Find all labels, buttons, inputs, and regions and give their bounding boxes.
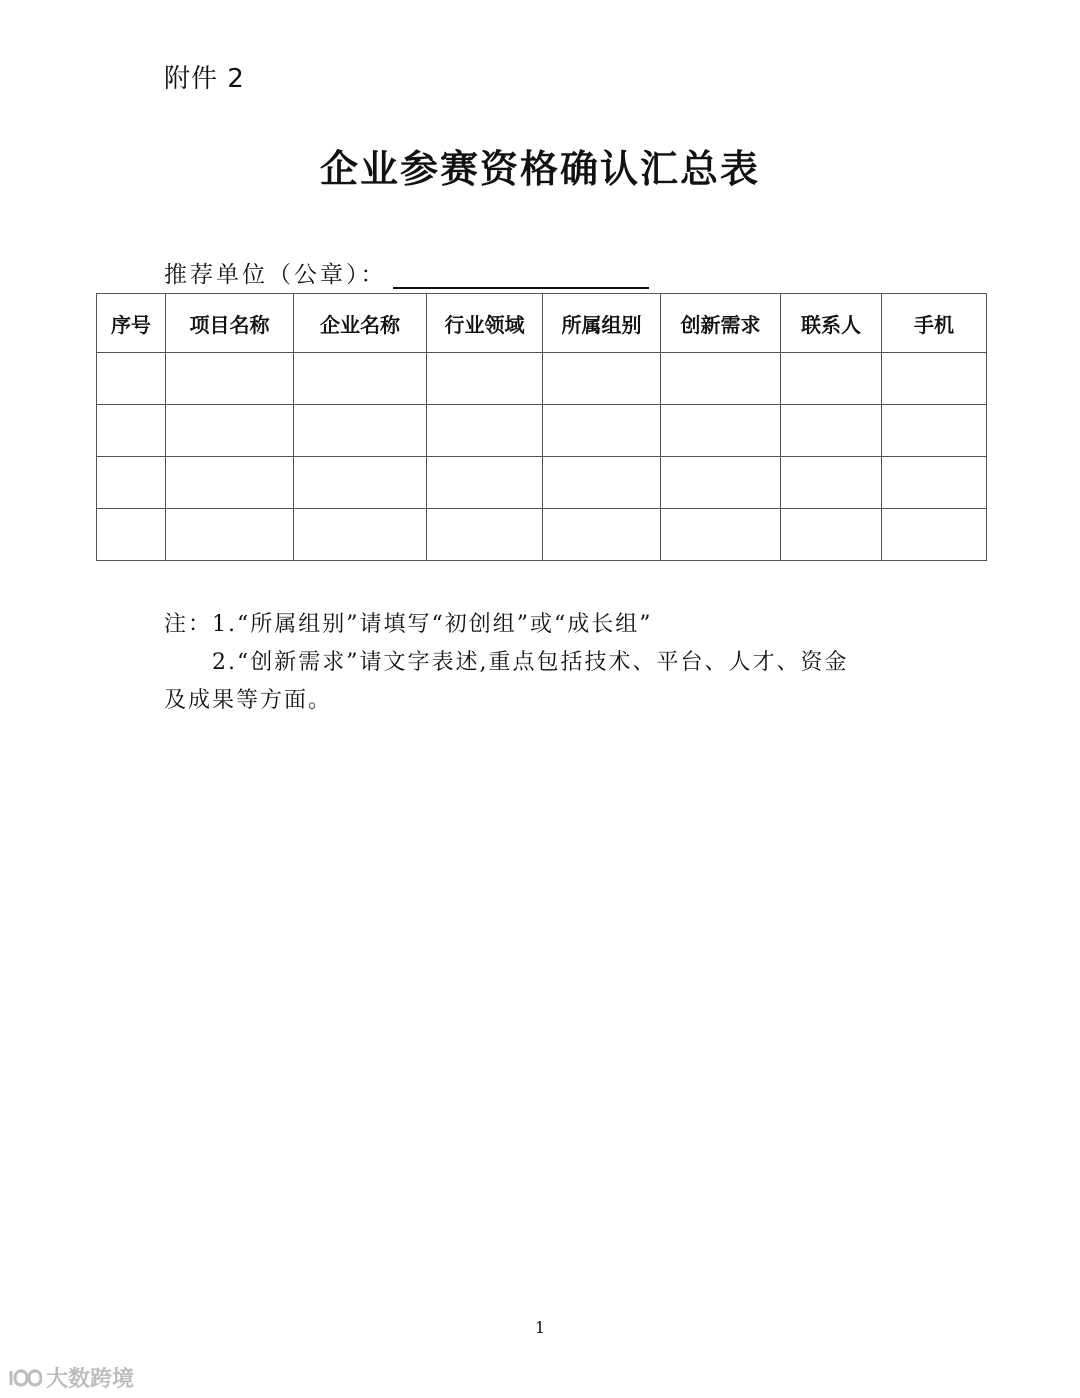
header-innovation-needs: 创新需求 bbox=[661, 294, 781, 353]
page-number: 1 bbox=[534, 1318, 546, 1337]
attachment-label: 附件 2 bbox=[164, 64, 245, 94]
summary-table bbox=[96, 293, 987, 561]
header-mobile: 手机 bbox=[882, 294, 987, 353]
page-title: 企业参赛资格确认汇总表 bbox=[319, 146, 760, 191]
table-cell bbox=[294, 405, 427, 457]
table-row bbox=[97, 405, 987, 457]
table-row bbox=[97, 509, 987, 561]
table-row bbox=[97, 353, 987, 405]
header-company-name: 企业名称 bbox=[294, 294, 427, 353]
table-cell bbox=[882, 405, 987, 457]
table-cell bbox=[97, 457, 166, 509]
table-cell bbox=[661, 353, 781, 405]
table-cell bbox=[427, 405, 543, 457]
table-row bbox=[97, 457, 987, 509]
table-cell bbox=[543, 509, 661, 561]
table-cell bbox=[661, 457, 781, 509]
table-cell bbox=[294, 353, 427, 405]
table-cell bbox=[294, 457, 427, 509]
table-cell bbox=[781, 457, 882, 509]
header-contact: 联系人 bbox=[781, 294, 882, 353]
table-cell bbox=[294, 509, 427, 561]
header-project-name: 项目名称 bbox=[166, 294, 294, 353]
note-line-1: 注：1.“所属组别”请填写“初创组”或“成长组” bbox=[164, 612, 653, 637]
table-cell bbox=[882, 457, 987, 509]
table-cell bbox=[166, 405, 294, 457]
table-cell bbox=[427, 353, 543, 405]
header-group: 所属组别 bbox=[543, 294, 661, 353]
table-cell bbox=[882, 353, 987, 405]
table-cell bbox=[166, 457, 294, 509]
table-cell bbox=[97, 405, 166, 457]
table-cell bbox=[97, 353, 166, 405]
recommend-unit-row bbox=[164, 256, 649, 289]
header-index: 序号 bbox=[97, 294, 166, 353]
brand-logo-icon bbox=[8, 1367, 42, 1389]
note-line-2: 2.“创新需求”请文字表述,重点包括技术、平台、人才、资金 bbox=[212, 650, 849, 675]
table-header-row bbox=[97, 294, 987, 353]
table-cell bbox=[882, 509, 987, 561]
table-cell bbox=[781, 509, 882, 561]
table-cell bbox=[427, 509, 543, 561]
recommend-unit-blank bbox=[393, 261, 649, 289]
table-cell bbox=[166, 509, 294, 561]
table-cell bbox=[543, 405, 661, 457]
recommend-unit-label: 推荐单位（公章）： bbox=[164, 262, 387, 288]
table-cell bbox=[543, 457, 661, 509]
table-body bbox=[97, 353, 987, 561]
table-cell bbox=[543, 353, 661, 405]
notes bbox=[164, 606, 924, 720]
watermark bbox=[8, 1362, 134, 1393]
table-cell bbox=[661, 405, 781, 457]
header-industry: 行业领域 bbox=[427, 294, 543, 353]
note-line-3: 及成果等方面。 bbox=[164, 688, 333, 713]
table-cell bbox=[781, 405, 882, 457]
table-cell bbox=[166, 353, 294, 405]
table-cell bbox=[427, 457, 543, 509]
table-cell bbox=[781, 353, 882, 405]
table-cell bbox=[661, 509, 781, 561]
watermark-text: 大数跨境 bbox=[46, 1367, 135, 1392]
table-cell bbox=[97, 509, 166, 561]
